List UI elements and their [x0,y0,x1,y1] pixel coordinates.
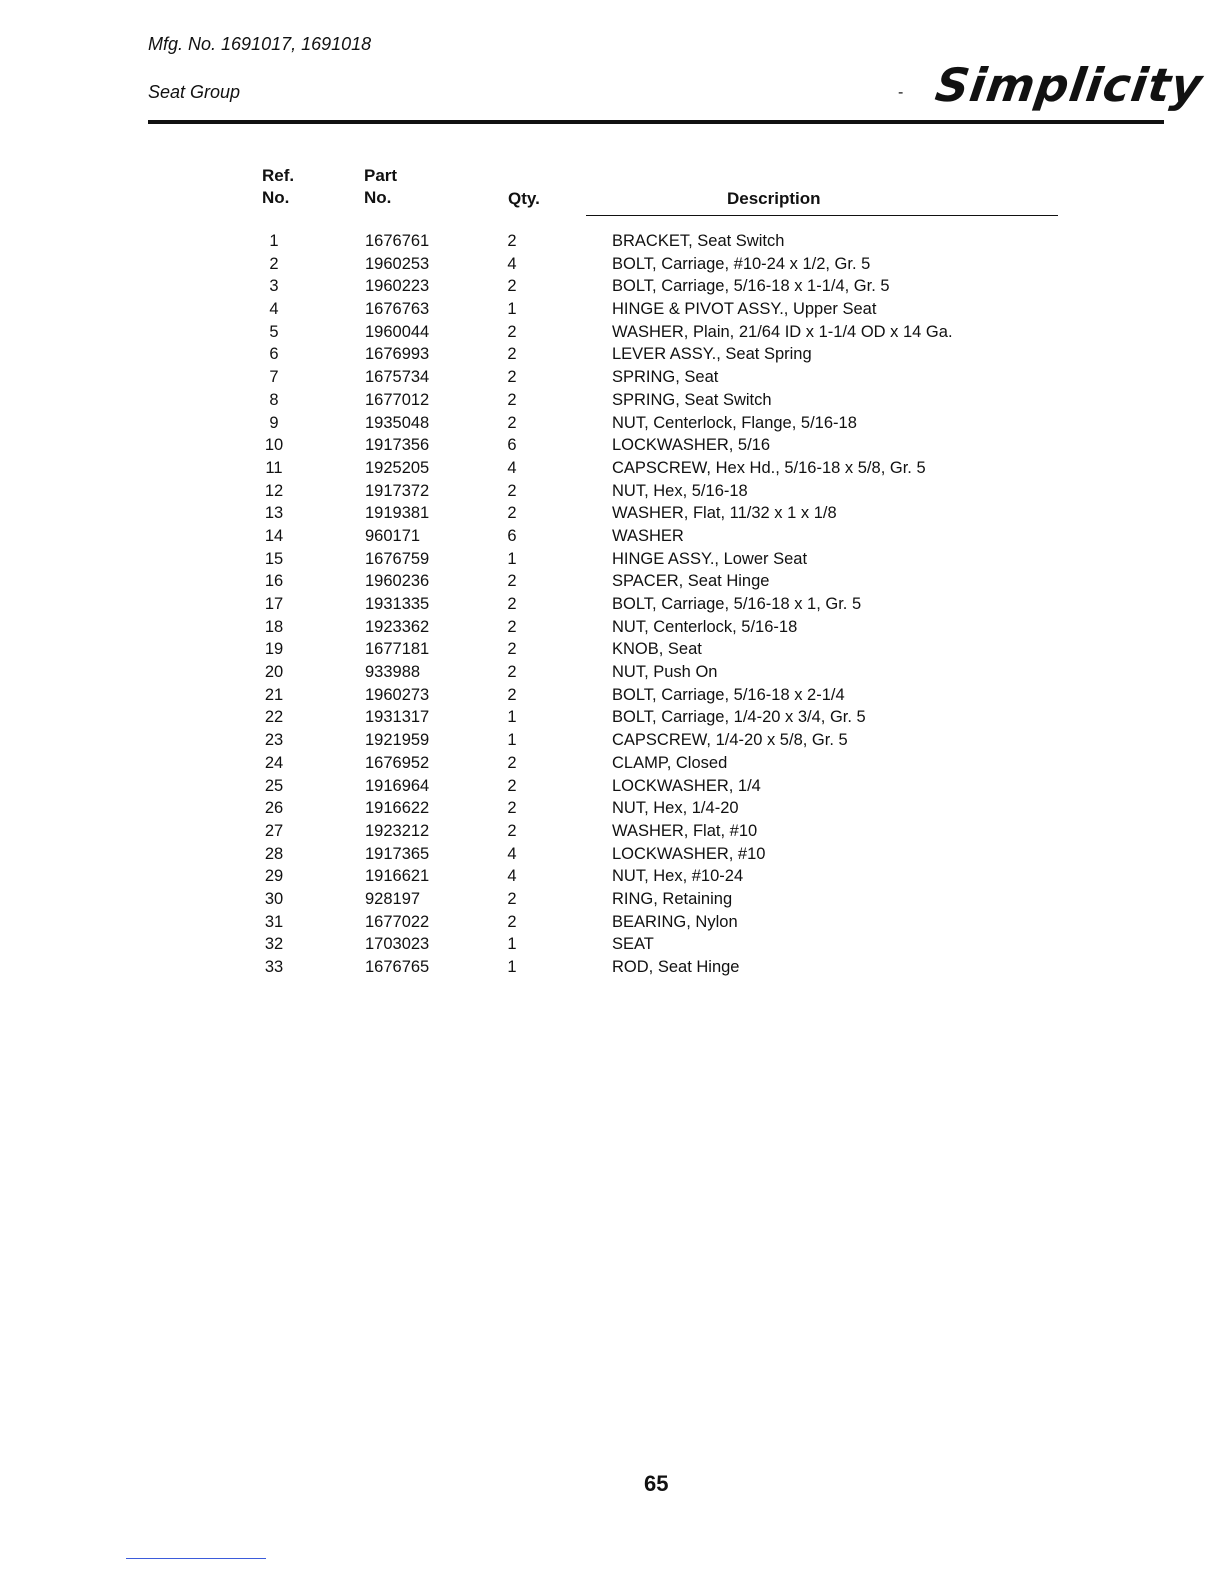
part-no: 1931317 [365,708,430,727]
part-no: 1923362 [365,617,430,636]
table-row [0,230,1224,253]
ref-no: 12 [264,481,284,500]
ref-no: 29 [264,867,284,886]
table-row [0,729,1224,752]
col-header-ref [262,165,294,209]
table-row [0,502,1224,525]
part-no: 1676952 [365,753,430,772]
part-no: 960171 [365,526,421,545]
ref-no: 6 [269,345,279,364]
part-no: 1703023 [365,935,430,954]
table-row [0,434,1224,457]
qty: 4 [507,254,517,273]
qty: 2 [507,481,517,500]
ref-no: 4 [269,300,279,319]
ref-no: 15 [264,549,284,568]
description: SPACER, Seat Hinge [612,572,770,591]
description: WASHER, Flat, #10 [612,821,758,840]
qty: 1 [507,708,517,727]
part-no: 1917356 [365,436,430,455]
description: LEVER ASSY., Seat Spring [612,345,812,364]
ref-no: 16 [264,572,284,591]
qty: 2 [507,617,517,636]
footer-line [126,1558,266,1559]
ref-no: 19 [264,640,284,659]
part-no: 1917372 [365,481,430,500]
description: NUT, Centerlock, 5/16-18 [612,617,798,636]
qty: 2 [507,799,517,818]
part-no: 1960236 [365,572,430,591]
table-row [0,888,1224,911]
mfg-number: Mfg. No. 1691017, 1691018 [148,34,372,54]
table-row [0,661,1224,684]
col-header-part-line2: No. [364,188,392,207]
description: BOLT, Carriage, 5/16-18 x 2-1/4 [612,685,845,704]
part-no: 1925205 [365,458,430,477]
ref-no: 10 [264,436,284,455]
qty: 4 [507,844,517,863]
qty: 2 [507,685,517,704]
description: BOLT, Carriage, 5/16-18 x 1, Gr. 5 [612,595,862,613]
description: KNOB, Seat [612,640,702,659]
table-row [0,343,1224,366]
table-row [0,797,1224,820]
description: CLAMP, Closed [612,753,728,772]
description: NUT, Hex, 1/4-20 [612,799,739,818]
ref-no: 22 [264,708,284,727]
qty: 2 [507,889,517,908]
description: RING, Retaining [612,889,733,908]
description: HINGE & PIVOT ASSY., Upper Seat [612,300,877,319]
parts-table [0,230,1224,979]
part-no: 1677012 [365,390,430,409]
description: LOCKWASHER, 5/16 [612,436,771,455]
table-row [0,366,1224,389]
table-row [0,412,1224,435]
table-row [0,865,1224,888]
description: SPRING, Seat [612,368,719,387]
description: WASHER [612,526,684,545]
description: BOLT, Carriage, 1/4-20 x 3/4, Gr. 5 [612,708,866,727]
description: BOLT, Carriage, #10-24 x 1/2, Gr. 5 [612,254,871,273]
table-row [0,638,1224,661]
col-header-description: Description [727,189,821,208]
ref-no: 2 [269,254,279,273]
brand-dash: - [898,84,904,101]
part-no: 1677181 [365,640,430,659]
qty: 4 [507,458,517,477]
ref-no: 17 [264,595,284,613]
ref-no: 26 [264,799,284,818]
qty: 2 [507,595,517,613]
description: NUT, Hex, 5/16-18 [612,481,748,500]
table-row [0,298,1224,321]
part-no: 1916621 [365,867,430,886]
part-no: 1917365 [365,844,430,863]
part-no: 1923212 [365,821,430,840]
table-row [0,616,1224,639]
ref-no: 9 [269,413,279,432]
page-number: 65 [644,1471,669,1496]
ref-no: 33 [264,958,284,976]
col-header-ref-line2: No. [262,188,290,207]
ref-no: 25 [264,776,284,795]
ref-no: 31 [264,912,284,931]
part-no: 1676765 [365,958,430,976]
table-row [0,752,1224,775]
part-no: 1921959 [365,731,430,750]
ref-no: 27 [264,821,284,840]
table-row [0,593,1224,616]
description: NUT, Hex, #10-24 [612,867,744,886]
qty: 6 [507,526,517,545]
description: WASHER, Flat, 11/32 x 1 x 1/8 [612,504,837,523]
ref-no: 8 [269,390,279,409]
description: LOCKWASHER, 1/4 [612,776,761,795]
ref-no: 24 [264,753,284,772]
ref-no: 23 [264,731,284,750]
table-row [0,706,1224,729]
qty: 2 [507,663,517,682]
table-row [0,480,1224,503]
qty: 4 [507,867,517,886]
part-no: 1960253 [365,254,430,273]
ref-no: 11 [265,458,283,477]
qty: 2 [507,413,517,432]
part-no: 1960273 [365,685,430,704]
description: SPRING, Seat Switch [612,390,772,409]
ref-no: 28 [264,844,284,863]
table-row [0,775,1224,798]
description: LOCKWASHER, #10 [612,844,766,863]
col-header-ref-line1: Ref. [262,166,295,185]
ref-no: 14 [264,526,284,545]
table-row [0,548,1224,571]
ref-no: 30 [264,889,284,908]
qty: 1 [507,300,517,319]
part-no: 928197 [365,889,421,908]
part-no: 1676761 [365,232,430,250]
table-header-rule [586,215,1058,216]
part-no: 933988 [365,663,421,682]
ref-no: 20 [264,663,284,682]
qty: 2 [507,753,517,772]
part-no: 1676763 [365,300,430,319]
part-no: 1916964 [365,776,430,795]
ref-no: 13 [264,504,284,523]
ref-no: 21 [264,685,284,704]
part-no: 1677022 [365,912,430,931]
qty: 2 [507,572,517,591]
ref-no: 1 [269,232,279,250]
part-no: 1931335 [365,595,430,613]
description: CAPSCREW, 1/4-20 x 5/8, Gr. 5 [612,731,848,750]
table-row [0,956,1224,979]
table-row [0,843,1224,866]
part-no: 1675734 [365,368,430,387]
qty: 2 [507,277,517,296]
part-no: 1960044 [365,322,430,341]
ref-no: 18 [264,617,284,636]
table-row [0,253,1224,276]
description: BOLT, Carriage, 5/16-18 x 1-1/4, Gr. 5 [612,277,890,296]
table-row [0,275,1224,298]
qty: 1 [507,958,517,976]
qty: 2 [507,776,517,795]
table-row [0,911,1224,934]
part-no: 1676993 [365,345,430,364]
part-no: 1676759 [365,549,430,568]
description: BRACKET, Seat Switch [612,232,785,250]
qty: 2 [507,322,517,341]
qty: 2 [507,504,517,523]
qty: 2 [507,640,517,659]
table-row [0,684,1224,707]
ref-no: 5 [269,322,279,341]
col-header-qty: Qty. [508,189,540,208]
brand-logo: Simplicity [932,58,1207,112]
description: NUT, Centerlock, Flange, 5/16-18 [612,413,857,432]
table-row [0,820,1224,843]
qty: 6 [507,436,517,455]
description: CAPSCREW, Hex Hd., 5/16-18 x 5/8, Gr. 5 [612,458,926,477]
description: ROD, Seat Hinge [612,958,740,976]
part-no: 1935048 [365,413,430,432]
qty: 2 [507,912,517,931]
description: NUT, Push On [612,663,718,682]
ref-no: 32 [264,935,284,954]
col-header-part [364,165,397,209]
qty: 1 [507,731,517,750]
col-header-part-line1: Part [364,166,398,185]
qty: 1 [507,549,517,568]
qty: 1 [507,935,517,954]
table-row [0,525,1224,548]
table-row [0,321,1224,344]
qty: 2 [507,345,517,364]
description: WASHER, Plain, 21/64 ID x 1-1/4 OD x 14 Ga. [612,322,953,341]
table-row [0,933,1224,956]
part-no: 1960223 [365,277,430,296]
qty: 2 [507,821,517,840]
header-rule [148,120,1164,124]
description: SEAT [612,935,654,954]
description: BEARING, Nylon [612,912,738,931]
section-title: Seat Group [148,82,241,102]
table-row [0,570,1224,593]
part-no: 1916622 [365,799,430,818]
qty: 2 [507,390,517,409]
table-row [0,389,1224,412]
table-row [0,457,1224,480]
qty: 2 [507,368,517,387]
qty: 2 [507,232,517,250]
description: HINGE ASSY., Lower Seat [612,549,808,568]
ref-no: 3 [269,277,279,296]
part-no: 1919381 [365,504,430,523]
ref-no: 7 [269,368,279,387]
